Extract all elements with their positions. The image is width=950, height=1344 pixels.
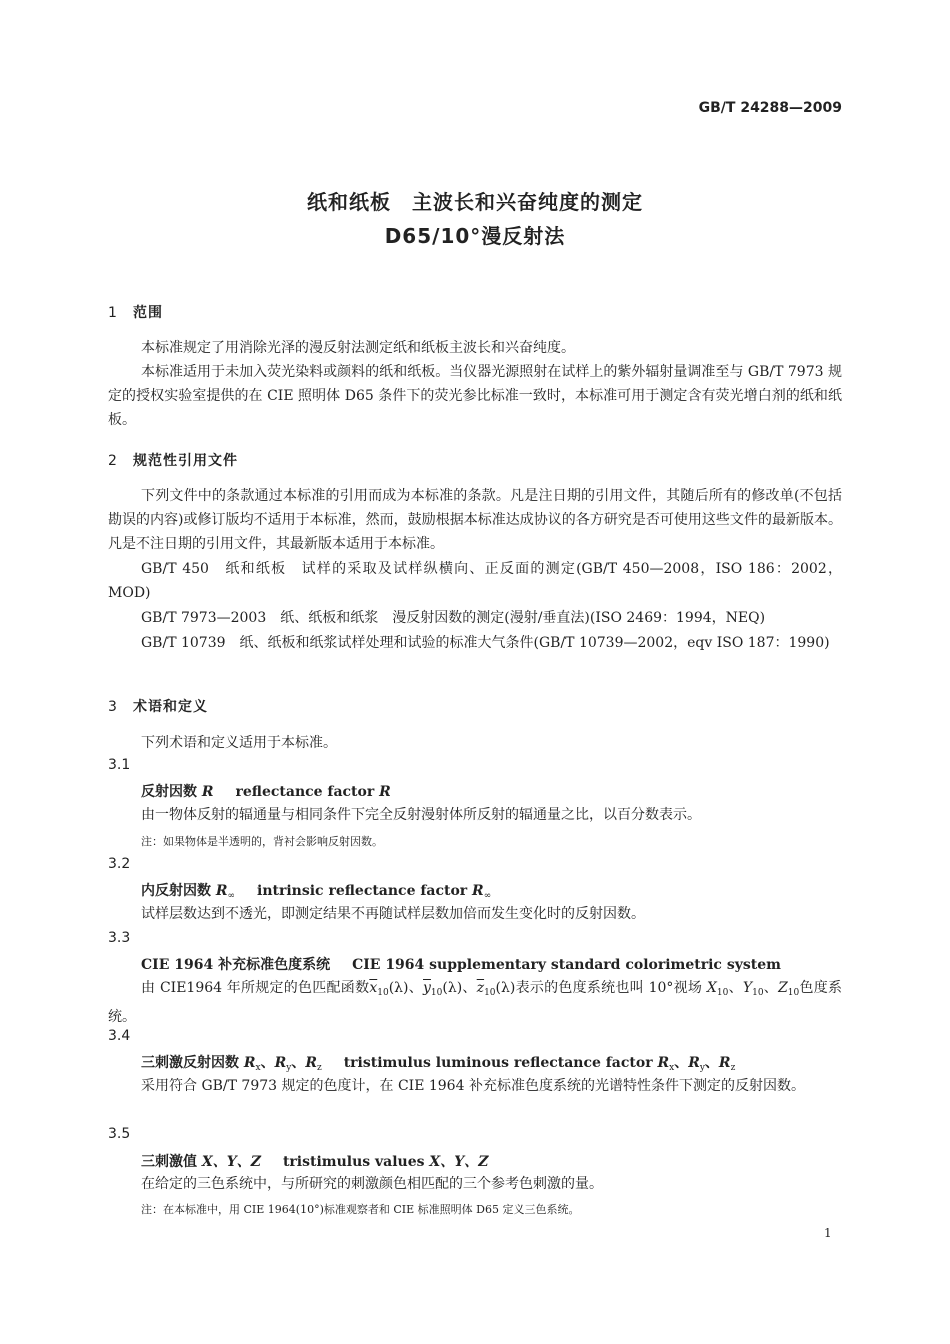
definition-3-5: 在给定的三色系统中，与所研究的刺激颜色相匹配的三个参考色刺激的量。 bbox=[141, 1176, 603, 1192]
clause-3-4-number: 3.4 bbox=[108, 1028, 131, 1044]
symbol-R: R bbox=[274, 1055, 287, 1071]
lambda: (λ) bbox=[495, 980, 516, 996]
page-number: 1 bbox=[824, 1226, 832, 1240]
subscript-x: x bbox=[255, 1063, 261, 1073]
section-number: 3 bbox=[108, 699, 117, 715]
term-3-3 bbox=[141, 954, 781, 974]
subscript-10: 10 bbox=[484, 988, 496, 998]
clause-3-1-number: 3.1 bbox=[108, 757, 131, 773]
term-symbol: R bbox=[201, 784, 214, 800]
section-3-heading bbox=[108, 696, 208, 716]
subscript-10: 10 bbox=[377, 988, 389, 998]
term-english-symbol-subscript: ∞ bbox=[483, 891, 492, 901]
definition-3-2: 试样层数达到不透光，即测定结果不再随试样层数加倍而发生变化时的反射因数。 bbox=[141, 906, 645, 922]
definition-3-1: 由一物体反射的辐通量与相同条件下完全反射漫射体所反射的辐通量之比，以百分数表示。 bbox=[141, 807, 701, 823]
term-symbol: R bbox=[215, 883, 228, 899]
symbol-R: R bbox=[657, 1055, 670, 1071]
term-3-1 bbox=[141, 781, 391, 801]
note-3-1: 注：如果物体是半透明的，背衬会影响反射因数。 bbox=[141, 835, 383, 848]
subscript-10: 10 bbox=[716, 988, 729, 998]
color-matching-function-y: $\overline{y}$ bbox=[423, 980, 431, 996]
section-title: 范围 bbox=[133, 305, 163, 321]
section-1-paragraph-1: 本标准规定了用消除光泽的漫反射法测定纸和纸板主波长和兴奋纯度。 bbox=[141, 340, 575, 356]
reference-gbt-10739: GB/T 10739 纸、纸板和纸浆试样处理和试验的标准大气条件(GB/T 10739—2002，eqv ISO 187：1990) bbox=[141, 635, 830, 651]
term-symbol-subscript: ∞ bbox=[227, 891, 236, 901]
definition-3-4: 采用符合 GB/T 7973 规定的色度计，在 CIE 1964 补充标准色度系统的光谱特性条件下测定的反射因数。 bbox=[141, 1078, 805, 1094]
document-title-line1: 纸和纸板 主波长和兴奋纯度的测定 bbox=[307, 190, 643, 214]
separator: 、 bbox=[462, 980, 477, 996]
standard-number: GB/T 24288—2009 bbox=[698, 100, 842, 116]
section-number: 1 bbox=[108, 305, 117, 321]
symbol-R: R bbox=[718, 1055, 731, 1071]
separator: 、 bbox=[728, 980, 743, 996]
term-english: tristimulus luminous reflectance factor bbox=[343, 1055, 653, 1071]
term-symbols: X、Y、Z bbox=[201, 1154, 261, 1170]
term-chinese: 三刺激反射因数 bbox=[141, 1055, 239, 1071]
symbol-R: R bbox=[243, 1055, 256, 1071]
section-1-heading bbox=[108, 302, 163, 322]
symbol-Y: Y bbox=[742, 980, 753, 996]
symbol-Z: Z bbox=[778, 980, 788, 996]
term-english: tristimulus values bbox=[282, 1154, 425, 1170]
separator: 、 bbox=[408, 980, 423, 996]
term-3-4: 三刺激反射因数 $R_x$、$R_y$、$R_z$ tristimulus luminous reflectance factor $R_x$、$R_y$、$R_z$ bbox=[141, 1055, 736, 1073]
term-english: reflectance factor bbox=[235, 784, 375, 800]
subscript-y: y bbox=[699, 1063, 705, 1073]
section-title: 规范性引用文件 bbox=[133, 453, 238, 469]
clause-3-2-number: 3.2 bbox=[108, 856, 131, 872]
reference-gbt-7973: GB/T 7973—2003 纸、纸板和纸浆 漫反射因数的测定(漫射/垂直法)(ISO 2469：1994，NEQ) bbox=[141, 610, 766, 626]
subscript-10: 10 bbox=[787, 988, 800, 998]
symbol-R: R bbox=[305, 1055, 317, 1071]
def-part-b: 表示的色度系统也叫 10°视场 bbox=[515, 980, 703, 996]
term-english-symbol: R bbox=[472, 883, 484, 899]
term-chinese: 内反射因数 bbox=[141, 883, 211, 899]
term-english-symbols: X、Y、Z bbox=[429, 1154, 489, 1170]
color-matching-function-z: $\overline{z}$ bbox=[476, 980, 485, 996]
separator: 、 bbox=[763, 980, 779, 996]
clause-3-3-number: 3.3 bbox=[108, 930, 131, 946]
term-chinese: 三刺激值 bbox=[141, 1154, 197, 1170]
definition-3-3 bbox=[108, 976, 842, 1029]
subscript-x: x bbox=[669, 1063, 675, 1073]
term-english: intrinsic reflectance factor bbox=[257, 883, 468, 899]
section-2-heading bbox=[108, 450, 238, 470]
clause-3-5-number: 3.5 bbox=[108, 1126, 131, 1142]
symbol-R: R bbox=[688, 1055, 700, 1071]
lambda: (λ) bbox=[442, 980, 463, 996]
section-3-intro: 下列术语和定义适用于本标准。 bbox=[141, 735, 337, 751]
term-english: CIE 1964 supplementary standard colorimetric system bbox=[352, 957, 781, 973]
def-part-a: 由 CIE1964 年所规定的色匹配函数 bbox=[141, 980, 370, 996]
subscript-z: z bbox=[730, 1063, 736, 1073]
lambda: (λ) bbox=[388, 980, 409, 996]
subscript-10: 10 bbox=[752, 988, 764, 998]
section-number: 2 bbox=[108, 453, 117, 469]
subscript-10: 10 bbox=[430, 988, 443, 998]
reference-gbt-450: GB/T 450 纸和纸板 试样的采取及试样纵横向、正反面的测定(GB/T 450—2008，ISO 186：2002，MOD) bbox=[108, 561, 842, 601]
term-chinese: CIE 1964 补充标准色度系统 bbox=[141, 957, 331, 973]
def-part-c: 色度系统。 bbox=[108, 980, 843, 1025]
section-1-paragraph-2: 本标准适用于未加入荧光染料或颜料的纸和纸板。当仪器光源照射在试样上的紫外辐射量调准至与 GB/T 7973 规定的授权实验室提供的在 CIE 照明体 D65 条件下的荧光参比标准一致时，本标准可用于测定含有荧光增白剂的纸和纸板。 bbox=[108, 364, 842, 428]
section-2-paragraph-1: 下列文件中的条款通过本标准的引用而成为本标准的条款。凡是注日期的引用文件，其随后所有的修改单(不包括勘误的内容)或修订版均不适用于本标准，然而，鼓励根据本标准达成协议的各方研究是否可使用这些文件的最新版本。凡是不注日期的引用文件，其最新版本适用于本标准。 bbox=[108, 488, 842, 552]
color-matching-function-x: $\overline{x}$ bbox=[369, 980, 378, 996]
symbol-X: X bbox=[706, 980, 717, 996]
section-title: 术语和定义 bbox=[133, 699, 208, 715]
subscript-y: y bbox=[286, 1063, 292, 1073]
subscript-z: z bbox=[316, 1063, 322, 1073]
term-chinese: 反射因数 bbox=[141, 784, 197, 800]
document-title-line2: D65/10°漫反射法 bbox=[384, 224, 566, 248]
note-3-5: 注：在本标准中，用 CIE 1964(10°)标准观察者和 CIE 标准照明体 D65 定义三色系统。 bbox=[141, 1203, 580, 1216]
term-english-symbol: R bbox=[379, 784, 391, 800]
term-3-5 bbox=[141, 1151, 488, 1171]
term-3-2 bbox=[141, 880, 491, 901]
